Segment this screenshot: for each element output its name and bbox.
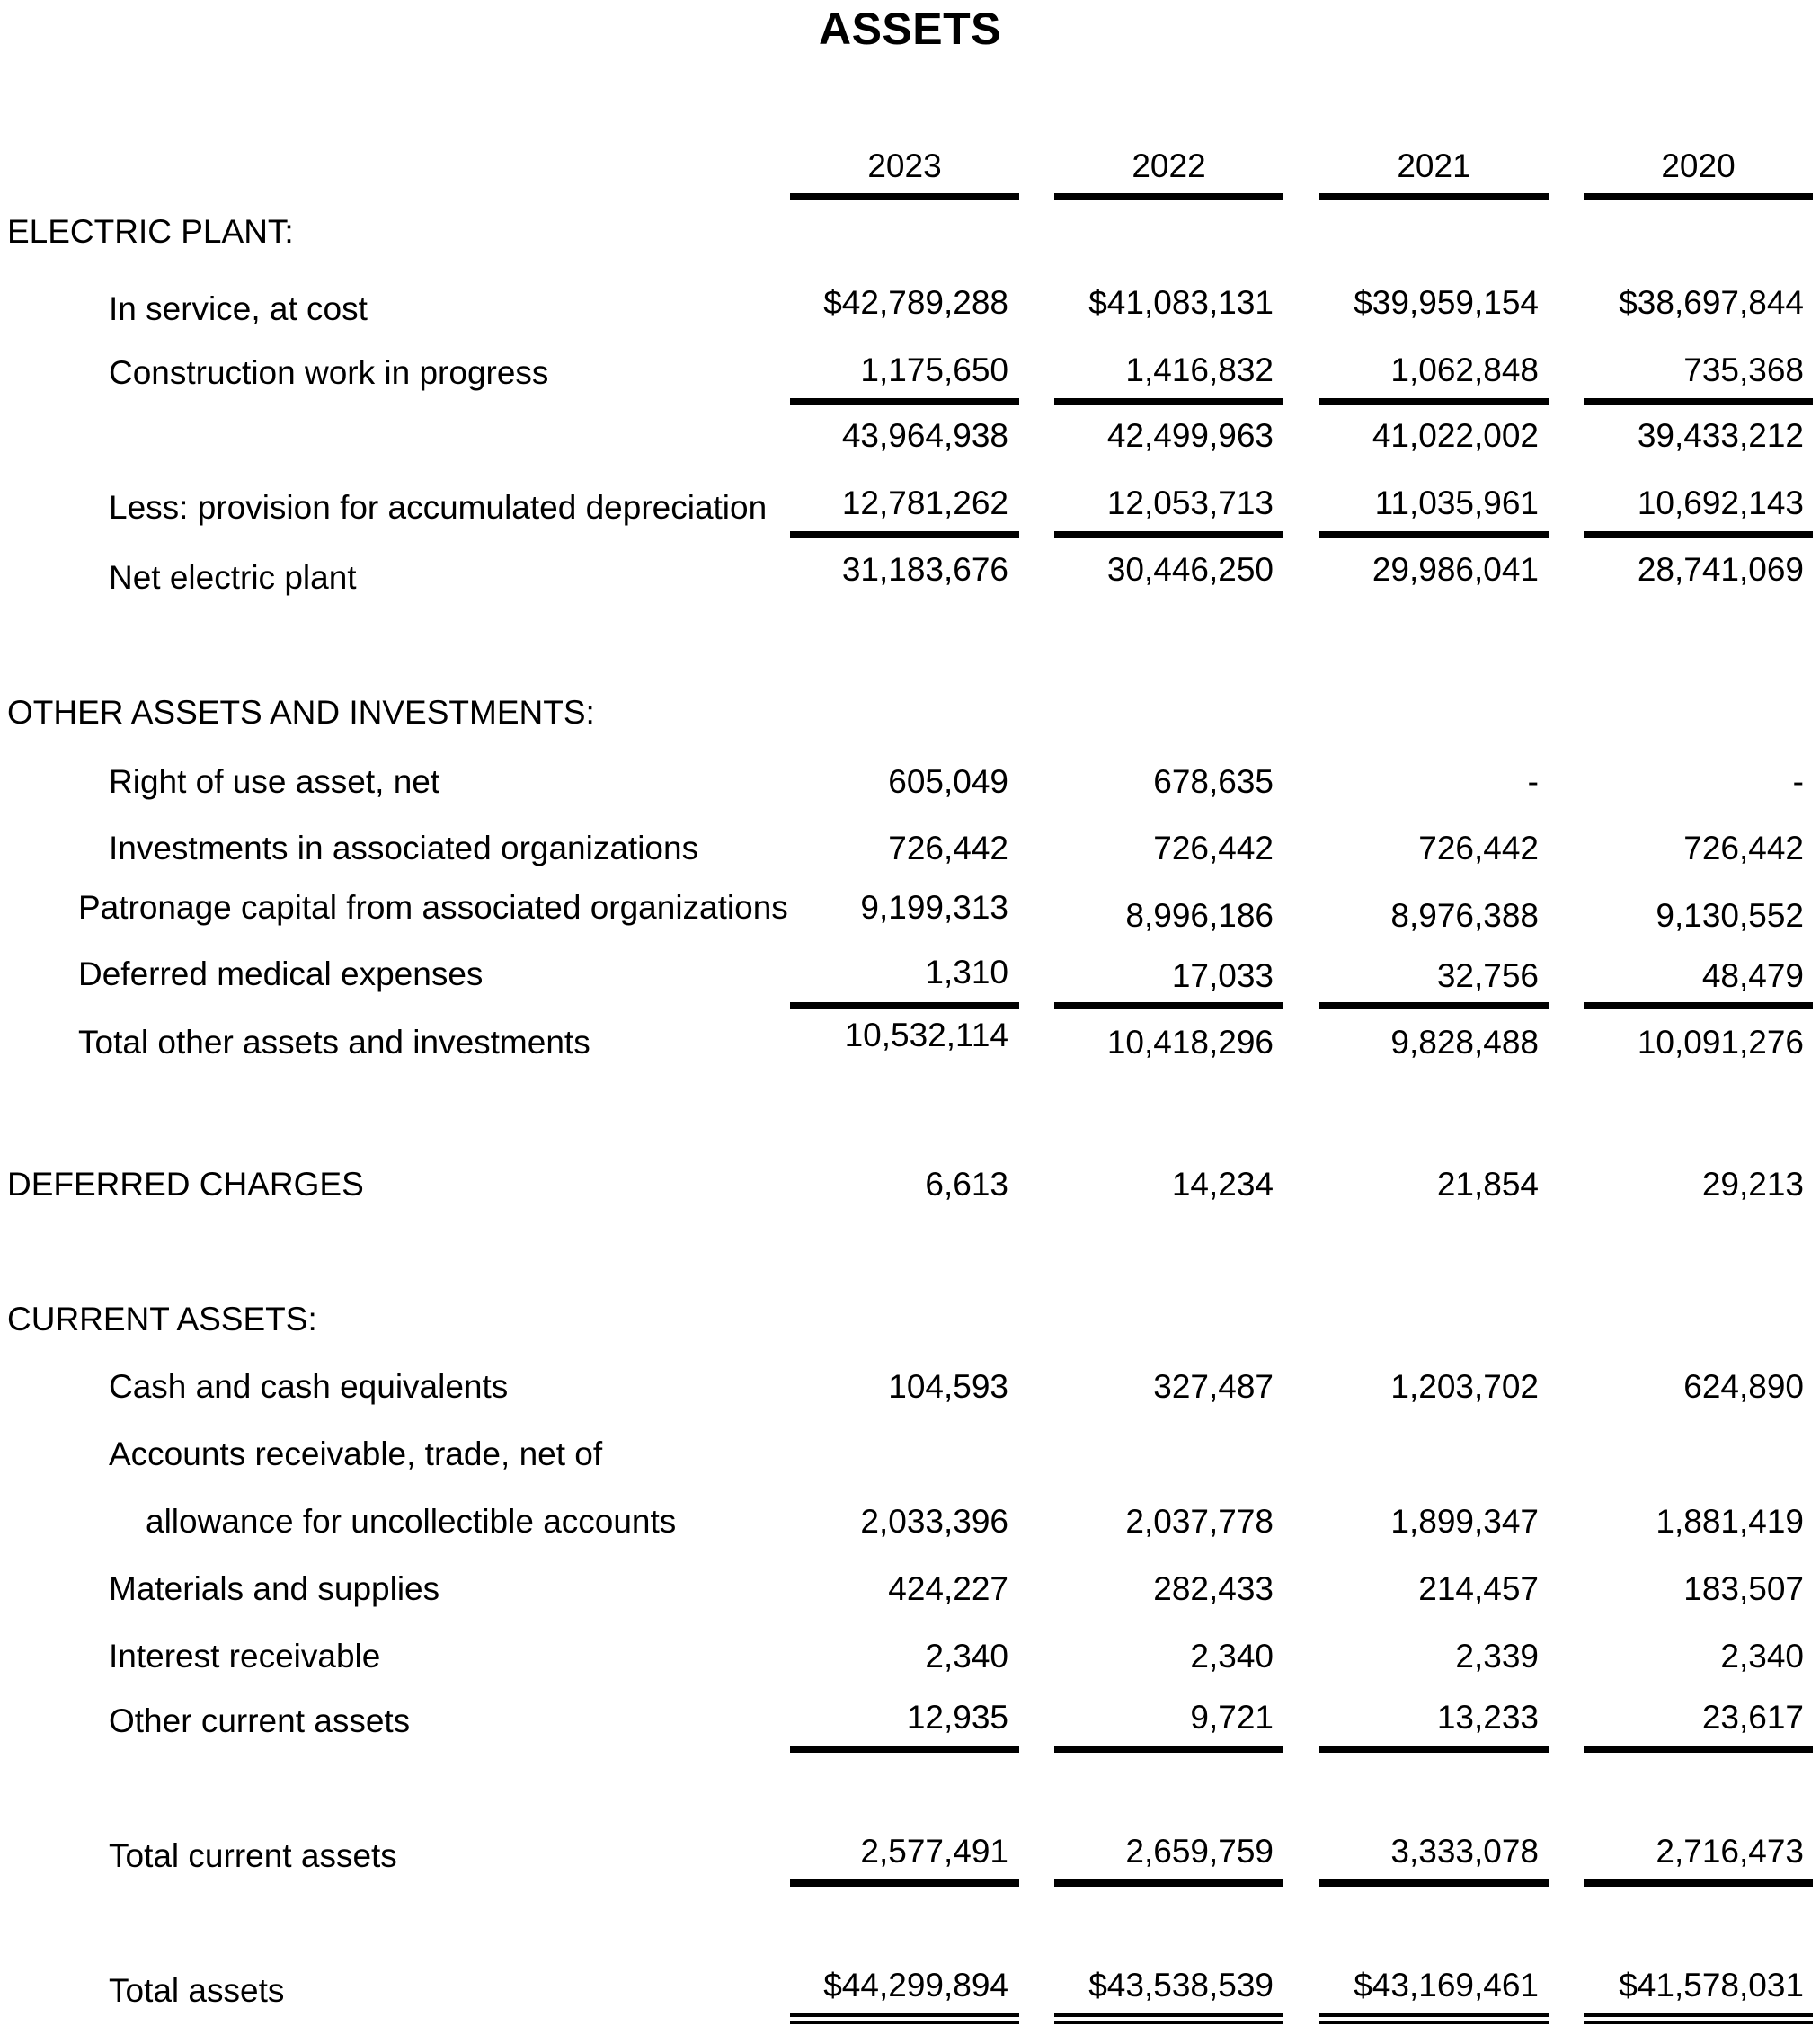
row-value: 30,446,250 (1106, 551, 1274, 588)
row-value: 10,532,114 (844, 1017, 1008, 1053)
row-value: 32,756 (1436, 957, 1539, 994)
total-double-rule (1584, 2013, 1813, 2024)
row-value: 9,130,552 (1656, 897, 1804, 934)
header-rule (1054, 193, 1283, 200)
row-value: 624,890 (1683, 1368, 1804, 1405)
row-label: allowance for uncollectible accounts (146, 1503, 677, 1540)
subtotal-rule (1319, 1879, 1549, 1887)
row-label: Other current assets (109, 1702, 411, 1739)
row-value: 726,442 (1153, 830, 1274, 866)
row-value: $38,697,844 (1619, 284, 1804, 321)
header-rule (790, 193, 1019, 200)
row-value: 43,964,938 (841, 417, 1008, 454)
row-value: 1,062,848 (1390, 351, 1539, 388)
row-value: 2,037,778 (1125, 1503, 1274, 1540)
row-value: 424,227 (888, 1570, 1008, 1607)
row-value: 6,613 (925, 1166, 1008, 1203)
section-deferred-charges: DEFERRED CHARGES (7, 1166, 364, 1203)
header-rule (1584, 193, 1813, 200)
row-value: 735,368 (1683, 351, 1804, 388)
row-value: 2,340 (1190, 1638, 1274, 1675)
year-header: 2020 (1661, 147, 1736, 184)
row-value: $43,169,461 (1354, 1967, 1539, 2004)
row-value: 29,986,041 (1372, 551, 1539, 588)
row-value: 48,479 (1701, 957, 1804, 994)
subtotal-rule (790, 1002, 1019, 1009)
subtotal-rule (1319, 398, 1549, 405)
row-value: $41,083,131 (1088, 284, 1274, 321)
subtotal-rule (790, 1879, 1019, 1887)
year-header: 2023 (867, 147, 942, 184)
row-value: 17,033 (1171, 957, 1274, 994)
row-value: 183,507 (1683, 1570, 1804, 1607)
subtotal-rule (1584, 1879, 1813, 1887)
row-value: 214,457 (1418, 1570, 1539, 1607)
row-value: $41,578,031 (1619, 1967, 1804, 2004)
row-value: 2,340 (1720, 1638, 1804, 1675)
row-value: 282,433 (1153, 1570, 1274, 1607)
row-value: 1,310 (925, 954, 1008, 991)
row-value: 29,213 (1701, 1166, 1804, 1203)
subtotal-rule (1054, 531, 1283, 538)
row-label: Patronage capital from associated organizations (78, 889, 788, 926)
subtotal-rule (1054, 1746, 1283, 1753)
row-value: 8,996,186 (1125, 897, 1274, 934)
row-value: - (1527, 763, 1539, 800)
subtotal-rule (1319, 531, 1549, 538)
header-rule (1319, 193, 1549, 200)
year-header: 2022 (1132, 147, 1206, 184)
row-value: 678,635 (1153, 763, 1274, 800)
row-value: 1,881,419 (1656, 1503, 1804, 1540)
row-value: 11,035,961 (1374, 484, 1539, 521)
row-value: 41,022,002 (1372, 417, 1539, 454)
row-value: 28,741,069 (1637, 551, 1804, 588)
section-electric-plant: ELECTRIC PLANT: (7, 213, 294, 250)
row-value: 13,233 (1436, 1699, 1539, 1736)
row-value: 12,053,713 (1106, 484, 1274, 521)
row-value: 2,659,759 (1125, 1833, 1274, 1870)
subtotal-rule (790, 1746, 1019, 1753)
row-value: $42,789,288 (823, 284, 1008, 321)
row-value: 14,234 (1171, 1166, 1274, 1203)
total-double-rule (790, 2013, 1019, 2024)
row-value: 1,899,347 (1390, 1503, 1539, 1540)
row-label: Construction work in progress (109, 354, 549, 391)
row-value: $44,299,894 (823, 1967, 1008, 2004)
row-value: 2,340 (925, 1638, 1008, 1675)
subtotal-rule (1319, 1746, 1549, 1753)
row-value: 9,199,313 (860, 889, 1008, 926)
row-value: 2,577,491 (860, 1833, 1008, 1870)
row-label: Deferred medical expenses (78, 955, 484, 992)
row-label: Interest receivable (109, 1638, 381, 1675)
row-value: 31,183,676 (841, 551, 1008, 588)
row-label: Right of use asset, net (109, 763, 440, 800)
row-value: 8,976,388 (1390, 897, 1539, 934)
row-label: Total other assets and investments (78, 1024, 590, 1061)
year-header: 2021 (1397, 147, 1471, 184)
row-value: 2,716,473 (1656, 1833, 1804, 1870)
row-value: 12,781,262 (841, 484, 1008, 521)
row-value: 1,203,702 (1390, 1368, 1539, 1405)
row-value: 1,175,650 (860, 351, 1008, 388)
row-label: In service, at cost (109, 290, 368, 327)
row-value: $43,538,539 (1088, 1967, 1274, 2004)
row-value: 23,617 (1701, 1699, 1804, 1736)
subtotal-rule (1584, 531, 1813, 538)
row-label: Less: provision for accumulated depreciation (109, 489, 768, 526)
row-value: 726,442 (888, 830, 1008, 866)
subtotal-rule (1584, 1746, 1813, 1753)
row-label: Total assets (109, 1972, 285, 2009)
row-value: 10,418,296 (1106, 1024, 1274, 1061)
row-value: 2,339 (1455, 1638, 1539, 1675)
subtotal-rule (1054, 398, 1283, 405)
row-label: Materials and supplies (109, 1570, 440, 1607)
row-value: 2,033,396 (860, 1503, 1008, 1540)
row-value: 3,333,078 (1390, 1833, 1539, 1870)
row-value: 1,416,832 (1125, 351, 1274, 388)
row-label: Investments in associated organizations (109, 830, 699, 866)
row-value: 726,442 (1683, 830, 1804, 866)
row-value: 104,593 (888, 1368, 1008, 1405)
subtotal-rule (1319, 1002, 1549, 1009)
subtotal-rule (1584, 1002, 1813, 1009)
subtotal-rule (1054, 1879, 1283, 1887)
row-value: $39,959,154 (1354, 284, 1539, 321)
total-double-rule (1054, 2013, 1283, 2024)
row-value: 39,433,212 (1637, 417, 1804, 454)
section-current-assets: CURRENT ASSETS: (7, 1301, 317, 1337)
total-double-rule (1319, 2013, 1549, 2024)
row-value: 42,499,963 (1106, 417, 1274, 454)
row-value: 12,935 (906, 1699, 1008, 1736)
row-value: 10,692,143 (1637, 484, 1804, 521)
section-other-assets: OTHER ASSETS AND INVESTMENTS: (7, 694, 595, 731)
row-label: Total current assets (109, 1837, 397, 1874)
row-value: 10,091,276 (1637, 1024, 1804, 1061)
page-title: ASSETS (818, 4, 1002, 54)
row-value: 726,442 (1418, 830, 1539, 866)
row-label: Net electric plant (109, 559, 357, 596)
subtotal-rule (1054, 1002, 1283, 1009)
row-value: 605,049 (888, 763, 1008, 800)
subtotal-rule (1584, 398, 1813, 405)
row-value: - (1792, 763, 1804, 800)
row-value: 327,487 (1153, 1368, 1274, 1405)
subtotal-rule (790, 398, 1019, 405)
row-label: Cash and cash equivalents (109, 1368, 509, 1405)
row-label: Accounts receivable, trade, net of (109, 1435, 603, 1472)
row-value: 21,854 (1436, 1166, 1539, 1203)
subtotal-rule (790, 531, 1019, 538)
row-value: 9,721 (1190, 1699, 1274, 1736)
row-value: 9,828,488 (1390, 1024, 1539, 1061)
